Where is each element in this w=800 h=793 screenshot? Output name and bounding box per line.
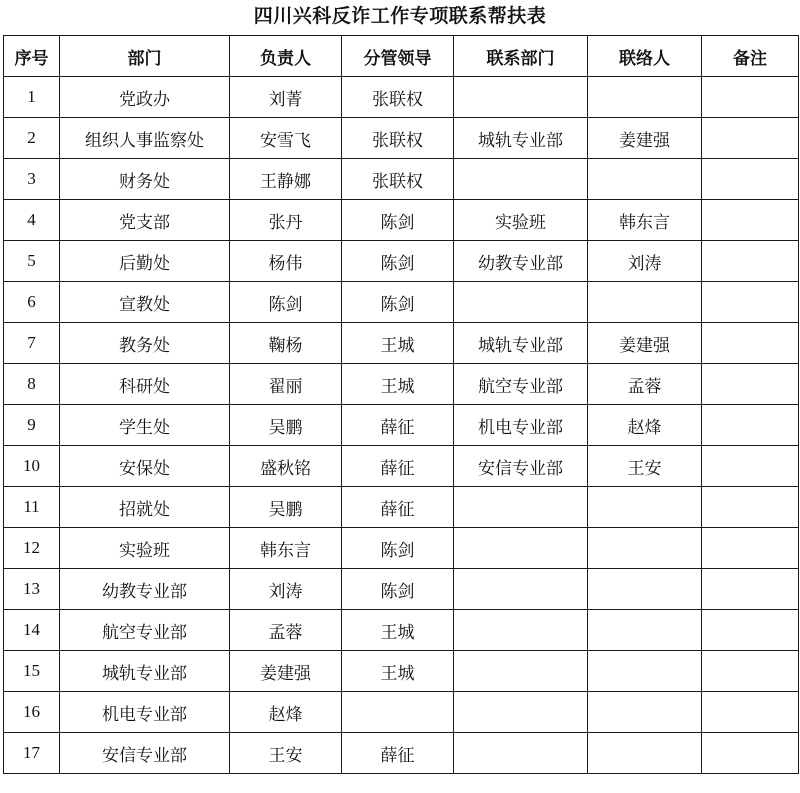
cell-supervising-leader: 薛征 bbox=[342, 446, 454, 487]
cell-supervising-leader: 陈剑 bbox=[342, 241, 454, 282]
cell-liaison: 姜建强 bbox=[588, 118, 702, 159]
cell-contact-department: 幼教专业部 bbox=[454, 241, 588, 282]
cell-department: 实验班 bbox=[60, 528, 230, 569]
cell-person-in-charge: 盛秋铭 bbox=[230, 446, 342, 487]
cell-liaison bbox=[588, 77, 702, 118]
table-row bbox=[4, 200, 799, 241]
cell-liaison bbox=[588, 733, 702, 774]
cell-department: 科研处 bbox=[60, 364, 230, 405]
cell-liaison: 姜建强 bbox=[588, 323, 702, 364]
cell-liaison: 王安 bbox=[588, 446, 702, 487]
cell-supervising-leader: 薛征 bbox=[342, 733, 454, 774]
cell-remarks bbox=[702, 405, 799, 446]
cell-index: 2 bbox=[4, 118, 60, 159]
cell-liaison: 赵烽 bbox=[588, 405, 702, 446]
table-row bbox=[4, 282, 799, 323]
cell-supervising-leader: 王城 bbox=[342, 323, 454, 364]
cell-contact-department bbox=[454, 159, 588, 200]
cell-remarks bbox=[702, 610, 799, 651]
cell-index: 10 bbox=[4, 446, 60, 487]
table-row bbox=[4, 692, 799, 733]
cell-department: 学生处 bbox=[60, 405, 230, 446]
cell-supervising-leader: 张联权 bbox=[342, 77, 454, 118]
header-index: 序号 bbox=[4, 36, 60, 77]
cell-index: 1 bbox=[4, 77, 60, 118]
cell-index: 14 bbox=[4, 610, 60, 651]
header-remarks: 备注 bbox=[702, 36, 799, 77]
cell-department: 组织人事监察处 bbox=[60, 118, 230, 159]
cell-index: 15 bbox=[4, 651, 60, 692]
cell-person-in-charge: 吴鹏 bbox=[230, 487, 342, 528]
table-row bbox=[4, 528, 799, 569]
cell-liaison: 孟蓉 bbox=[588, 364, 702, 405]
cell-supervising-leader: 陈剑 bbox=[342, 282, 454, 323]
document-title: 四川兴科反诈工作专项联系帮扶表 bbox=[253, 5, 547, 27]
cell-supervising-leader: 陈剑 bbox=[342, 528, 454, 569]
cell-remarks bbox=[702, 77, 799, 118]
cell-liaison bbox=[588, 282, 702, 323]
cell-person-in-charge: 陈剑 bbox=[230, 282, 342, 323]
cell-index: 5 bbox=[4, 241, 60, 282]
table-row bbox=[4, 159, 799, 200]
cell-liaison: 刘涛 bbox=[588, 241, 702, 282]
cell-remarks bbox=[702, 118, 799, 159]
header-supervising-leader: 分管领导 bbox=[342, 36, 454, 77]
cell-remarks bbox=[702, 487, 799, 528]
cell-remarks bbox=[702, 569, 799, 610]
cell-liaison bbox=[588, 610, 702, 651]
cell-contact-department bbox=[454, 610, 588, 651]
cell-department: 幼教专业部 bbox=[60, 569, 230, 610]
cell-remarks bbox=[702, 733, 799, 774]
header-department: 部门 bbox=[60, 36, 230, 77]
table-row bbox=[4, 77, 799, 118]
cell-liaison bbox=[588, 528, 702, 569]
cell-index: 4 bbox=[4, 200, 60, 241]
cell-liaison bbox=[588, 692, 702, 733]
cell-person-in-charge: 王静娜 bbox=[230, 159, 342, 200]
cell-remarks bbox=[702, 282, 799, 323]
cell-index: 11 bbox=[4, 487, 60, 528]
cell-person-in-charge: 刘涛 bbox=[230, 569, 342, 610]
cell-index: 7 bbox=[4, 323, 60, 364]
cell-supervising-leader: 王城 bbox=[342, 651, 454, 692]
cell-supervising-leader: 陈剑 bbox=[342, 569, 454, 610]
cell-remarks bbox=[702, 446, 799, 487]
cell-remarks bbox=[702, 323, 799, 364]
cell-contact-department: 机电专业部 bbox=[454, 405, 588, 446]
table-row bbox=[4, 487, 799, 528]
cell-department: 宣教处 bbox=[60, 282, 230, 323]
cell-person-in-charge: 鞠杨 bbox=[230, 323, 342, 364]
cell-department: 安保处 bbox=[60, 446, 230, 487]
cell-remarks bbox=[702, 241, 799, 282]
cell-contact-department: 城轨专业部 bbox=[454, 118, 588, 159]
cell-index: 13 bbox=[4, 569, 60, 610]
table-body bbox=[4, 77, 799, 774]
cell-supervising-leader: 张联权 bbox=[342, 118, 454, 159]
cell-person-in-charge: 赵烽 bbox=[230, 692, 342, 733]
cell-contact-department: 实验班 bbox=[454, 200, 588, 241]
cell-person-in-charge: 张丹 bbox=[230, 200, 342, 241]
cell-liaison: 韩东言 bbox=[588, 200, 702, 241]
cell-department: 安信专业部 bbox=[60, 733, 230, 774]
cell-remarks bbox=[702, 692, 799, 733]
header-liaison: 联络人 bbox=[588, 36, 702, 77]
cell-remarks bbox=[702, 159, 799, 200]
cell-contact-department: 安信专业部 bbox=[454, 446, 588, 487]
cell-contact-department bbox=[454, 528, 588, 569]
cell-department: 招就处 bbox=[60, 487, 230, 528]
cell-remarks bbox=[702, 528, 799, 569]
cell-supervising-leader: 薛征 bbox=[342, 405, 454, 446]
cell-contact-department bbox=[454, 487, 588, 528]
cell-index: 9 bbox=[4, 405, 60, 446]
cell-index: 17 bbox=[4, 733, 60, 774]
table-row bbox=[4, 569, 799, 610]
cell-department: 教务处 bbox=[60, 323, 230, 364]
cell-liaison bbox=[588, 487, 702, 528]
cell-contact-department bbox=[454, 692, 588, 733]
table-row bbox=[4, 118, 799, 159]
table-row bbox=[4, 241, 799, 282]
cell-index: 3 bbox=[4, 159, 60, 200]
table-row bbox=[4, 610, 799, 651]
cell-contact-department bbox=[454, 733, 588, 774]
cell-department: 党政办 bbox=[60, 77, 230, 118]
cell-person-in-charge: 刘菁 bbox=[230, 77, 342, 118]
cell-contact-department bbox=[454, 569, 588, 610]
cell-liaison bbox=[588, 159, 702, 200]
cell-supervising-leader bbox=[342, 692, 454, 733]
cell-liaison bbox=[588, 569, 702, 610]
cell-person-in-charge: 杨伟 bbox=[230, 241, 342, 282]
cell-department: 机电专业部 bbox=[60, 692, 230, 733]
cell-contact-department: 城轨专业部 bbox=[454, 323, 588, 364]
header-person-in-charge: 负责人 bbox=[230, 36, 342, 77]
cell-contact-department bbox=[454, 77, 588, 118]
cell-remarks bbox=[702, 364, 799, 405]
cell-index: 6 bbox=[4, 282, 60, 323]
cell-supervising-leader: 王城 bbox=[342, 610, 454, 651]
cell-person-in-charge: 王安 bbox=[230, 733, 342, 774]
table-header-row bbox=[4, 36, 799, 77]
cell-person-in-charge: 翟丽 bbox=[230, 364, 342, 405]
table-row bbox=[4, 405, 799, 446]
cell-person-in-charge: 姜建强 bbox=[230, 651, 342, 692]
cell-person-in-charge: 安雪飞 bbox=[230, 118, 342, 159]
table-row bbox=[4, 733, 799, 774]
cell-remarks bbox=[702, 651, 799, 692]
table-row bbox=[4, 323, 799, 364]
cell-department: 财务处 bbox=[60, 159, 230, 200]
cell-supervising-leader: 张联权 bbox=[342, 159, 454, 200]
cell-person-in-charge: 韩东言 bbox=[230, 528, 342, 569]
cell-index: 12 bbox=[4, 528, 60, 569]
cell-contact-department bbox=[454, 282, 588, 323]
cell-index: 16 bbox=[4, 692, 60, 733]
cell-liaison bbox=[588, 651, 702, 692]
cell-supervising-leader: 薛征 bbox=[342, 487, 454, 528]
table-row bbox=[4, 446, 799, 487]
cell-department: 航空专业部 bbox=[60, 610, 230, 651]
cell-contact-department bbox=[454, 651, 588, 692]
cell-department: 城轨专业部 bbox=[60, 651, 230, 692]
header-contact-department: 联系部门 bbox=[454, 36, 588, 77]
cell-supervising-leader: 王城 bbox=[342, 364, 454, 405]
cell-department: 后勤处 bbox=[60, 241, 230, 282]
cell-department: 党支部 bbox=[60, 200, 230, 241]
table-row bbox=[4, 651, 799, 692]
cell-index: 8 bbox=[4, 364, 60, 405]
cell-remarks bbox=[702, 200, 799, 241]
cell-contact-department: 航空专业部 bbox=[454, 364, 588, 405]
table-row bbox=[4, 364, 799, 405]
cell-person-in-charge: 孟蓉 bbox=[230, 610, 342, 651]
cell-supervising-leader: 陈剑 bbox=[342, 200, 454, 241]
cell-person-in-charge: 吴鹏 bbox=[230, 405, 342, 446]
contact-table bbox=[3, 35, 799, 774]
